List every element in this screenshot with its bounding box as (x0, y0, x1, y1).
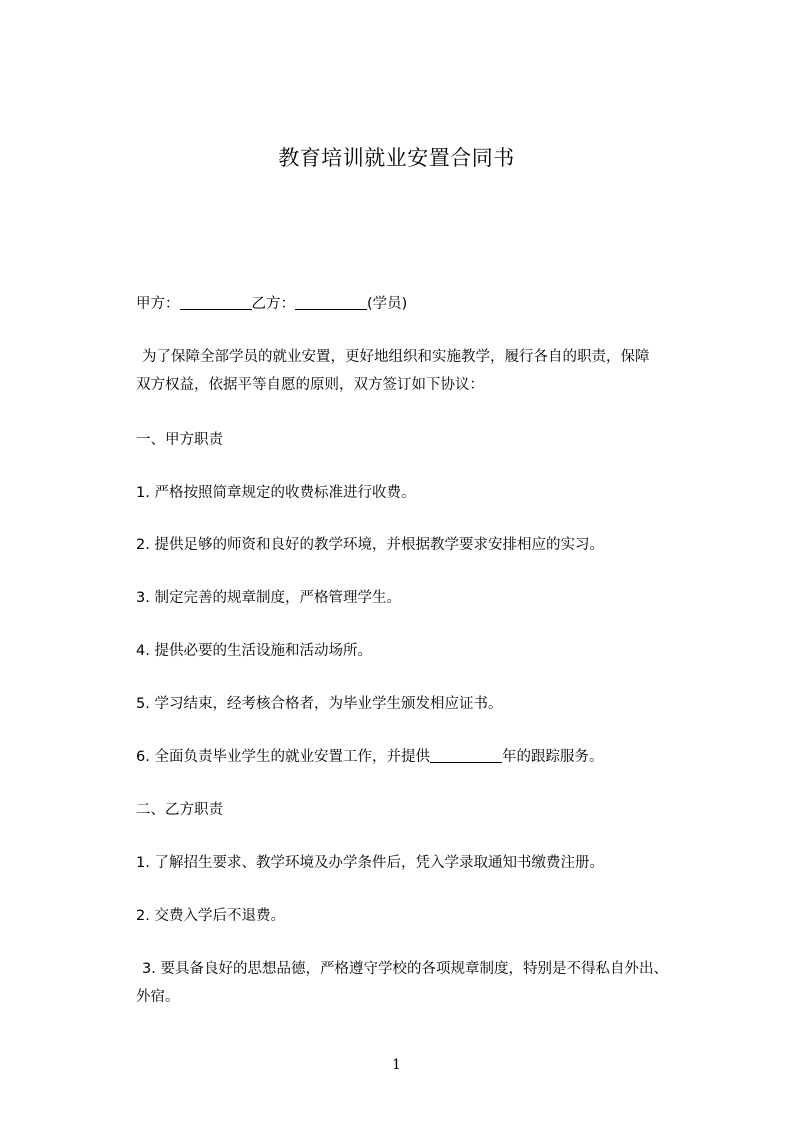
section-1-item: 1. 严格按照简章规定的收费标准进行收费。 (136, 485, 416, 501)
intro-line-2: 双方权益，依据平等自愿的原则，双方签订如下协议： (136, 377, 484, 393)
section-1-item: 3. 制定完善的规章制度，严格管理学生。 (136, 590, 401, 606)
section-2-heading: 二、乙方职责 (136, 802, 223, 818)
party-b-label: 乙方： (251, 296, 295, 312)
party-b-suffix: (学员) (367, 296, 408, 312)
section-2-item-3-line-1: 3. 要具备良好的思想品德，严格遵守学校的各项规章制度，特别是不得私自外出、 (142, 961, 668, 977)
party-b-blank (295, 295, 367, 310)
section-2-item: 1. 了解招生要求、教学环境及办学条件后，凭入学录取通知书缴费注册。 (136, 855, 604, 871)
document-title: 教育培训就业安置合同书 (278, 146, 515, 170)
intro-line-1: 为了保障全部学员的就业安置，更好地组织和实施教学，履行各自的职责，保障 (142, 349, 650, 365)
section-1-item: 5. 学习结束，经考核合格者，为毕业学生颁发相应证书。 (136, 696, 503, 712)
section-1-item-6 (136, 745, 603, 766)
section-2-item-3-line-2: 外宿。 (136, 989, 180, 1005)
section-2-item: 2. 交费入学后不退费。 (136, 908, 285, 924)
party-a-label: 甲方： (136, 296, 180, 312)
section-1-heading: 一、甲方职责 (136, 432, 223, 448)
section-1-item: 4. 提供必要的生活设施和活动场所。 (136, 643, 372, 659)
item-6-prefix: 6. 全面负责毕业学生的就业安置工作，并提供 (136, 749, 430, 765)
service-years-blank (430, 748, 502, 763)
party-a-blank (180, 295, 252, 310)
item-6-suffix: 年的跟踪服务。 (501, 749, 604, 765)
section-1-item: 2. 提供足够的师资和良好的教学环境，并根据教学要求安排相应的实习。 (136, 537, 604, 553)
parties-line (136, 292, 407, 313)
page-number: 1 (392, 1057, 401, 1073)
